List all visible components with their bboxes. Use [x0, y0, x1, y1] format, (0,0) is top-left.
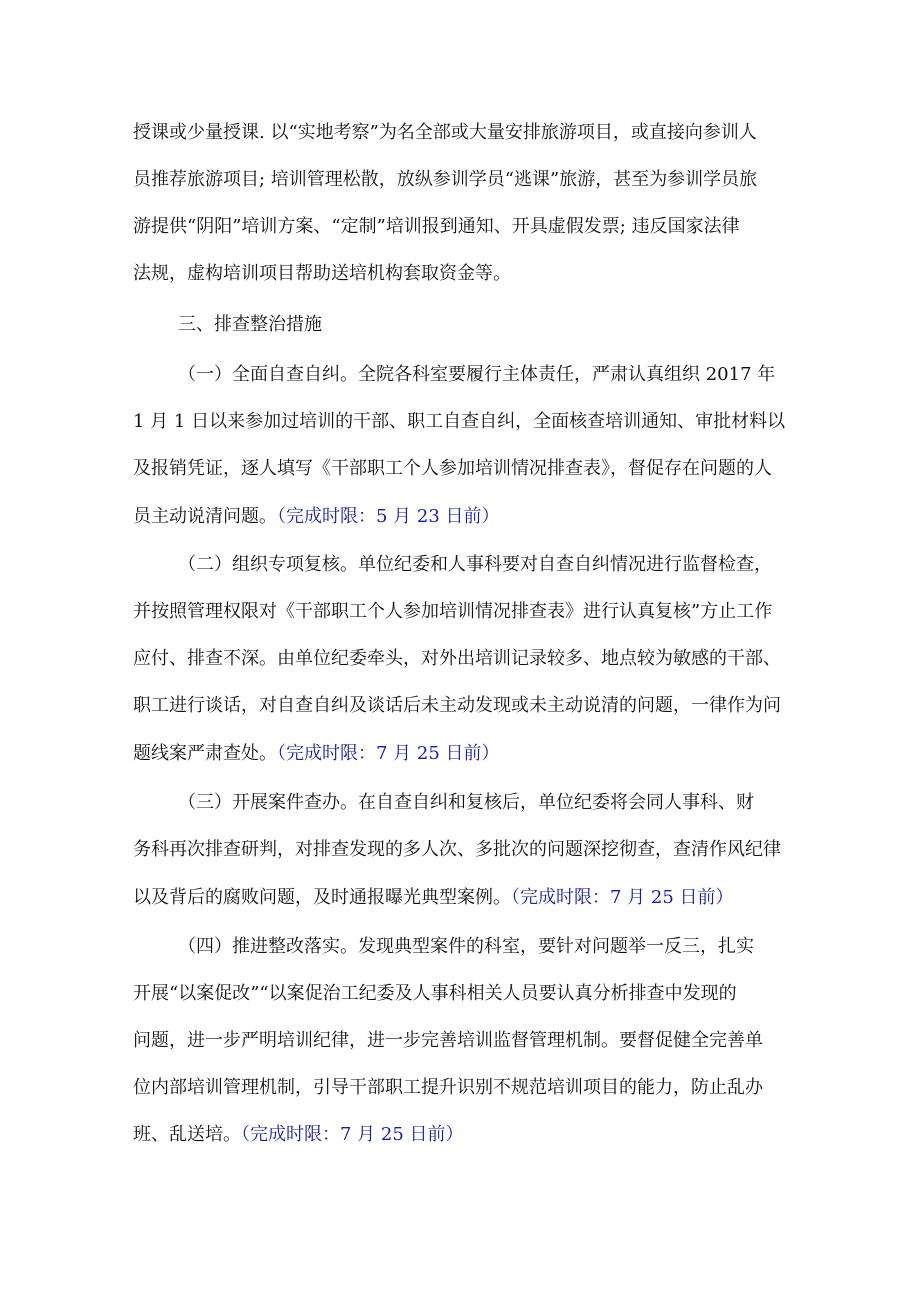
- text-line: 及报销凭证，逐人填写《干部职工个人参加培训情况排查表》，督促存在问题的人: [133, 458, 772, 479]
- text-line: [133, 505, 793, 529]
- text-segment: 员主动说清问题。: [133, 506, 277, 527]
- text-segment: 题线案严肃查处。: [133, 743, 277, 764]
- deadline-note: （完成时限：7 月 25 日前）: [277, 743, 500, 764]
- text-line: （一）全面自查自纠。全院各科室要履行主体责任，严肃认真组织 2017 年: [178, 364, 776, 385]
- text-line: 职工进行谈话，对自查自纠及谈话后未主动发现或未主动说清的问题，一律作为问: [133, 695, 781, 716]
- text-line: （三）开展案件查办。在自查自纠和复核后，单位纪委将会同人事科、财: [178, 792, 754, 813]
- text-line: [133, 886, 793, 910]
- deadline-note: （完成时限：5 月 23 日前）: [277, 506, 500, 527]
- text-line: （四）推进整改落实。发现典型案件的科室，要针对问题举一反三，扎实: [178, 936, 754, 957]
- text-line: 授课或少量授课. 以“实地考察”为名全部或大量安排旅游项目，或直接向参训人: [133, 122, 757, 143]
- text-segment: 以及背后的腐败问题，及时通报曝光典型案例。: [133, 887, 511, 908]
- text-line: [133, 1123, 793, 1147]
- text-line: 位内部培训管理机制，引导干部职工提升识别不规范培训项目的能力，防止乱办: [133, 1077, 763, 1098]
- text-line: 法规，虚构培训项目帮助送培机构套取资金等。: [133, 263, 511, 284]
- section-heading: 三、排查整治措施: [178, 314, 322, 335]
- deadline-note: （完成时限：7 月 25 日前）: [511, 887, 734, 908]
- text-segment: 班、乱送培。: [133, 1124, 241, 1145]
- text-line: 务科再次排查研判，对排查发现的多人次、多批次的问题深挖彻查，查清作风纪律: [133, 839, 781, 860]
- text-line: 并按照管理权限对《干部职工个人参加培训情况排查表》进行认真复核”方止工作: [133, 601, 773, 622]
- text-line: 游提供“阴阳”培训方案、“定制”培训报到通知、开具虚假发票; 违反国家法律: [133, 216, 740, 237]
- text-line: [133, 742, 793, 766]
- deadline-note: （完成时限：7 月 25 日前）: [241, 1124, 464, 1145]
- text-line: 问题，进一步严明培训纪律，进一步完善培训监督管理机制。要督促健全完善单: [133, 1030, 763, 1051]
- text-line: （二）组织专项复核。单位纪委和人事科要对自查自纠情况进行监督检查，: [178, 554, 772, 575]
- text-line: 员推荐旅游项目; 培训管理松散，放纵参训学员“逃课”旅游，甚至为参训学员旅: [133, 169, 758, 190]
- text-line: 应付、排查不深。由单位纪委牵头，对外出培训记录较多、地点较为敏感的干部、: [133, 648, 781, 669]
- text-line: 1 月 1 日以来参加过培训的干部、职工自查自纠，全面核查培训通知、审批材料以: [133, 411, 786, 432]
- text-line: 开展“以案促改”“以案促治工纪委及人事科相关人员要认真分析排查中发现的: [133, 983, 737, 1004]
